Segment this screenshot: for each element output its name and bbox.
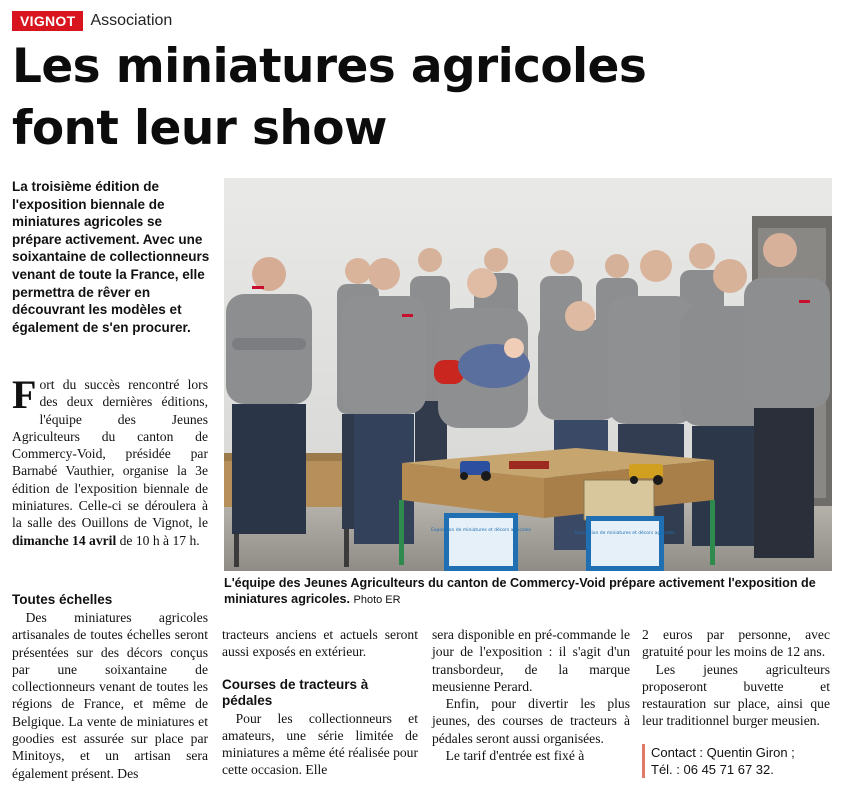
headline-line-1: Les miniatures agricoles bbox=[12, 39, 647, 94]
photo-credit: Photo ER bbox=[353, 594, 401, 606]
paragraph-scales: Des miniatures agricoles artisanales de toutes échelles seront présentées sur des décors conçus par une soixantaine de collectionneurs venant de toutes les régions de France, et même de Belgique. La vente de miniatures et goodies est assurée sur place par Minitoys, et un artisan sera également présent. Des bbox=[12, 610, 208, 781]
contact-box bbox=[642, 744, 830, 778]
headline-line-2: font leur show bbox=[12, 101, 387, 156]
article-column-3 bbox=[432, 626, 630, 764]
event-poster-left bbox=[431, 513, 532, 571]
event-date: dimanche 14 avril bbox=[12, 532, 117, 548]
article-headline bbox=[12, 36, 832, 160]
paragraph-collectors: Pour les collectionneurs et amateurs, une série limitée de miniatures a même été réalisée pour cette occasion. Elle bbox=[222, 710, 418, 778]
person-front-left bbox=[226, 257, 312, 534]
event-poster-right bbox=[575, 516, 676, 571]
paragraph-price-end: 2 euros par personne, avec gratuité pour les moins de 12 ans. bbox=[642, 627, 830, 660]
article-column-2 bbox=[222, 626, 418, 779]
poster-title-left: Exposition de miniatures et décors agricoles bbox=[431, 528, 531, 533]
paragraph-tractors: tracteurs anciens et actuels seront aussi exposés en extérieur. bbox=[222, 627, 418, 660]
group-photo-illustration bbox=[224, 178, 832, 571]
paragraph-intro-text: ort du succès rencontré lors des deux dernières éditions, l'équipe des Jeunes Agriculteurs du canton de Commercy-Void, présidée par Barnabé Vauthier, organise la 3e édition de l'exposition biennale de miniatures. Celle-ci se déroulera à la salle des Ouillons de Vignot, le bbox=[12, 377, 208, 531]
contact-name: Contact : Quentin Giron ; bbox=[651, 744, 795, 760]
subheading-pedal-races: Courses de tracteurs à pédales bbox=[222, 676, 369, 708]
article-lead: La troisième édition de l'exposition biennale de miniatures agricoles se prépare activement. Avec une soixantaine de collectionneurs venant de toute la France, elle permettra de rêver en découvrant les modèles et également de s'en procurer. bbox=[12, 179, 210, 335]
photo-caption bbox=[224, 575, 830, 608]
section-header bbox=[12, 10, 172, 32]
trailer-model-icon bbox=[509, 461, 549, 469]
paragraph-preorder: sera disponible en pré-commande le jour de l'exposition : il s'agit d'un transbordeur, de la marque meusienne Perard. bbox=[432, 627, 630, 694]
contact-phone: Tél. : 06 45 71 67 32. bbox=[651, 761, 774, 777]
article-column-1 bbox=[12, 372, 208, 549]
article-column-4 bbox=[642, 626, 830, 778]
category-label: Association bbox=[90, 12, 173, 29]
event-hours: de 10 h à 17 h. bbox=[116, 532, 200, 548]
paragraph-kids: Enfin, pour divertir les plus jeunes, des courses de tracteurs à pédales seront aussi organisées. bbox=[432, 696, 630, 746]
section-tag: VIGNOT bbox=[12, 11, 83, 31]
photo-caption-text: L'équipe des Jeunes Agriculteurs du canton de Commercy-Void prépare activement l'exposition de miniatures agricoles. bbox=[224, 576, 816, 606]
drop-cap: F bbox=[12, 372, 37, 417]
article-column-1-bottom bbox=[12, 592, 208, 782]
paragraph-intro bbox=[12, 372, 208, 549]
group-photo bbox=[224, 178, 832, 571]
subheading-scales: Toutes échelles bbox=[12, 592, 113, 607]
paragraph-food: Les jeunes agriculteurs proposeront buvette et restauration sur place, ainsi que leur traditionnel burger meusien. bbox=[642, 661, 830, 729]
poster-title-right: Exposition de miniatures et décors agricoles bbox=[575, 531, 675, 536]
paragraph-price-start: Le tarif d'entrée est fixé à bbox=[445, 748, 585, 764]
